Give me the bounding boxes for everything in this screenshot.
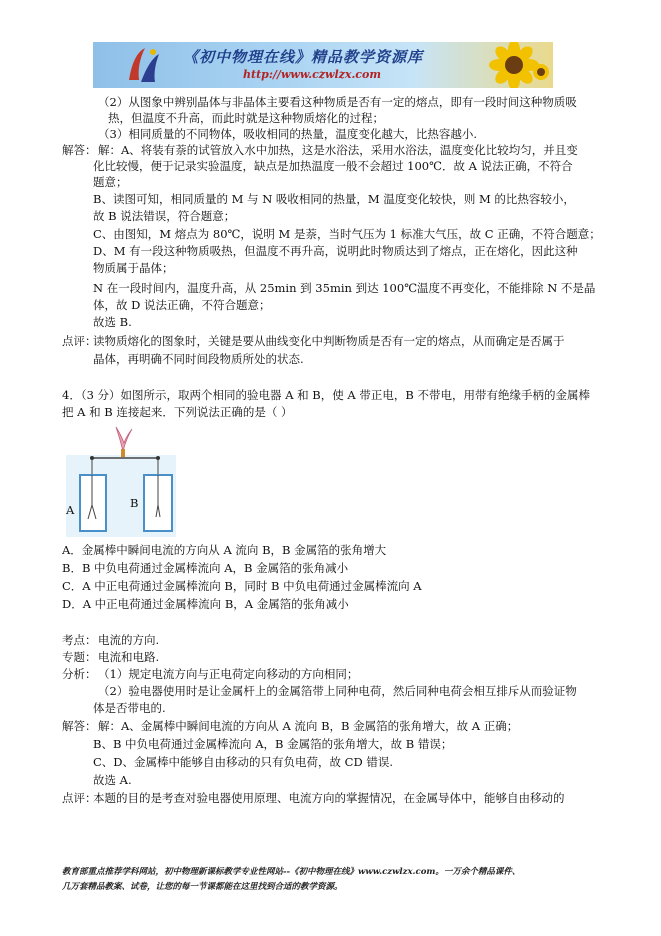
solution-line: 体，故 D 说法正确，不符合题意；	[93, 298, 271, 312]
jieda-line: B、B 中负电荷通过金属棒流向 A，B 金属箔的张角增大，故 B 错误；	[93, 737, 453, 751]
jieda-line: 解：A、金属棒中瞬间电流的方向从 A 流向 B，B 金属箔的张角增大，故 A 正确；	[98, 719, 519, 733]
footer-line: 教育部重点推荐学科网站，初中物理新课标教学专业性网站--《初中物理在线》www.czwlzx.com。一万余个精品课件、	[62, 867, 521, 877]
fenxi-line: （1）规定电流方向与正电荷定向移动的方向相同；	[98, 667, 359, 681]
sunflower-icon	[479, 42, 549, 88]
solution-line: 解：A、将装有萘的试管放入水中加热，这是水浴法，采用水浴法，温度变化比较均匀，并且变	[98, 143, 578, 157]
solution-label: 解答：	[62, 143, 97, 157]
zhuanti-text: 电流和电路.	[98, 650, 160, 664]
solution-line: 故选 B.	[93, 315, 132, 329]
dianping-text: 本题的目的是考查对验电器使用原理、电流方向的掌握情况，在金属导体中，能够自由移动的	[93, 791, 565, 805]
solution-line: 物质属于晶体；	[93, 261, 174, 275]
site-logo-icon	[123, 44, 163, 86]
header-url[interactable]: http://www.czwlzx.com	[243, 68, 381, 81]
option-c: C．A 中正电荷通过金属棒流向 B，同时 B 中负电荷通过金属棒流向 A	[62, 579, 422, 593]
fenxi-line: （2）验电器使用时是让金属杆上的金属箔带上同种电荷，然后同种电荷会相互排斥从而验证物	[98, 684, 577, 698]
zhuanti-label: 专题：	[62, 650, 97, 664]
solution-line: 化比较慢，便于记录实验温度，缺点是加热温度一般不会超过 100℃．故 A 说法正确，不符合	[93, 159, 573, 173]
question-stem: 把 A 和 B 连接起来．下列说法正确的是（ ）	[62, 405, 293, 419]
solution-line: D、M 有一段这种物质吸热，但温度不再升高，说明此时物质达到了熔点，正在熔化，因此这种	[93, 244, 578, 258]
option-a: A．金属棒中瞬间电流的方向从 A 流向 B，B 金属箔的张角增大	[62, 543, 387, 557]
comment-line: 晶体，再明确不同时间段物质所处的状态.	[93, 352, 304, 366]
solution-line: B、读图可知，相同质量的 M 与 N 吸收相同的热量，M 温度变化较快，则 M 的比热容较小，	[93, 192, 575, 206]
solution-line: C、由图知，M 熔点为 80℃，说明 M 是萘，当时气压为 1 标准大气压，故 C 正确，不符合题意；	[93, 227, 601, 241]
comment-label: 点评：	[62, 334, 97, 348]
question-stem: 4．（3 分）如图所示，取两个相同的验电器 A 和 B，使 A 带正电，B 不带电，用带有绝缘手柄的金属棒	[62, 388, 590, 402]
kaodian-text: 电流的方向.	[98, 633, 160, 647]
fenxi-line: 体是否带电的.	[93, 701, 166, 715]
solution-line: 题意；	[93, 175, 128, 189]
analysis-line: （2）从图象中辨别晶体与非晶体主要看这种物质是否有一定的熔点，即有一段时间这种物质吸	[98, 95, 577, 109]
kaodian-label: 考点：	[62, 633, 97, 647]
jieda-line: C、D、金属棒中能够自由移动的只有负电荷，故 CD 错误.	[93, 755, 394, 769]
dianping-label: 点评：	[62, 791, 97, 805]
figure-label-b: B	[130, 496, 139, 510]
jieda-label: 解答：	[62, 719, 97, 733]
analysis-line: （3）相同质量的不同物体，吸收相同的热量，温度变化越大，比热容越小.	[98, 127, 477, 141]
header-title: 《初中物理在线》精品教学资源库	[183, 48, 424, 66]
header-banner	[93, 42, 553, 88]
option-d: D．A 中正电荷通过金属棒流向 B，A 金属箔的张角减小	[62, 597, 349, 611]
footer-line: 几万套精品教案、试卷，让您的每一节课都能在这里找到合适的教学资源。	[62, 882, 343, 892]
solution-line: N 在一段时间内，温度升高，从 25min 到 35min 到达 100℃温度不再变化，不能排除 N 不是晶	[93, 281, 596, 295]
electroscope-figure	[66, 425, 176, 537]
analysis-line: 热，但温度不升高，而此时就是这种物质熔化的过程；	[108, 111, 384, 125]
comment-line: 读物质熔化的图象时，关键是要从曲线变化中判断物质是否有一定的熔点，从而确定是否属于	[93, 334, 565, 348]
figure-label-a: A	[66, 503, 75, 517]
fenxi-label: 分析：	[62, 667, 97, 681]
option-b: B．B 中负电荷通过金属棒流向 A，B 金属箔的张角减小	[62, 561, 349, 575]
solution-line: 故 B 说法错误，符合题意；	[93, 209, 236, 223]
jieda-line: 故选 A.	[93, 773, 132, 787]
